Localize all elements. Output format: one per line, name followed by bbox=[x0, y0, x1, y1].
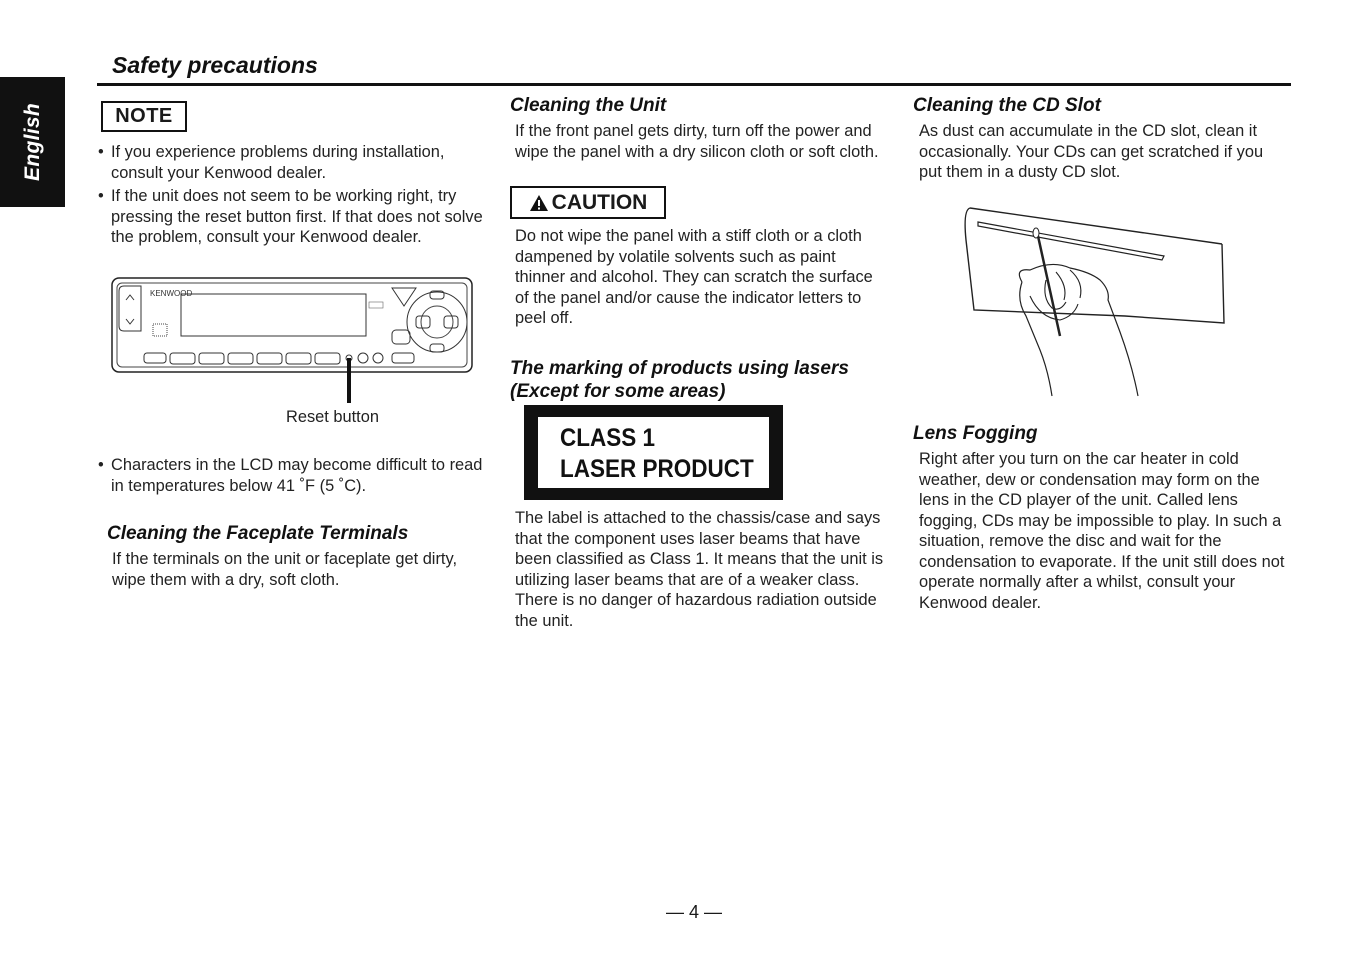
faceplate-heading: Cleaning the Faceplate Terminals bbox=[107, 523, 409, 544]
laser-class-label bbox=[524, 405, 783, 500]
stereo-faceplate-illustration bbox=[110, 276, 475, 408]
laser-heading-line-1: The marking of products using lasers bbox=[510, 358, 849, 379]
note-bullet-2: • If the unit does not seem to be working right, try pressing the reset button first. If that does not solve the problem, consult your Kenwood dealer. bbox=[97, 186, 487, 248]
note-bullet-1: • If you experience problems during installation, consult your Kenwood dealer. bbox=[97, 142, 487, 183]
note-badge: NOTE bbox=[101, 101, 187, 132]
page-title: Safety precautions bbox=[112, 52, 318, 78]
note-bullet-3: • Characters in the LCD may become difficult to read in temperatures below 41 ˚F (5 ˚C). bbox=[97, 455, 487, 496]
title-rule bbox=[97, 83, 1291, 86]
laser-label-line-2: LASER PRODUCT bbox=[560, 454, 754, 483]
reset-button-callout: Reset button bbox=[286, 408, 379, 426]
faceplate-text: If the terminals on the unit or faceplate get dirty, wipe them with a dry, soft cloth. bbox=[112, 550, 457, 589]
laser-heading-line-2: (Except for some areas) bbox=[510, 381, 726, 402]
cd-slot-cleaning-illustration bbox=[960, 200, 1230, 400]
warning-triangle-icon bbox=[529, 194, 549, 212]
laser-label-line-1: CLASS 1 bbox=[560, 423, 656, 452]
cd-slot-heading: Cleaning the CD Slot bbox=[913, 95, 1101, 116]
laser-text: The label is attached to the chassis/case and says that the component uses laser beams that have been classified as Class 1. It means that the unit is utilizing laser beams that are of a weaker class. There is no danger of hazardous radiation outside the unit. bbox=[515, 509, 884, 630]
page-number: — 4 — bbox=[665, 902, 722, 922]
faceplate-brand: KENWOOD bbox=[150, 289, 193, 298]
caution-badge bbox=[510, 186, 666, 219]
cd-slot-text: As dust can accumulate in the CD slot, clean it occasionally. Your CDs can get scratched if you put them in a dusty CD slot. bbox=[919, 122, 1264, 181]
caution-text: Do not wipe the panel with a stiff cloth or a cloth dampened by volatile solvents such as paint thinner and alcohol. They can scratch the surface of the panel and/or cause the indicator letters to peel off. bbox=[515, 227, 873, 327]
caution-label: CAUTION bbox=[551, 190, 648, 214]
cleaning-unit-heading: Cleaning the Unit bbox=[510, 95, 667, 116]
language-tab-label: English bbox=[20, 103, 44, 181]
lens-fogging-heading: Lens Fogging bbox=[913, 423, 1038, 444]
language-tab bbox=[0, 77, 65, 207]
note-bullets bbox=[97, 142, 487, 248]
cleaning-unit-text: If the front panel gets dirty, turn off the power and wipe the panel with a dry silicon cloth or soft cloth. bbox=[515, 122, 879, 161]
lens-fogging-text: Right after you turn on the car heater in cold weather, dew or condensation may form on the lens in the CD player of the unit. Called lens fogging, CDs may be impossible to play. In such a situation, remove the disc and wait for the condensation to evaporate. If the unit still does not operate normally after a whilst, consult your Kenwood dealer. bbox=[919, 450, 1285, 612]
